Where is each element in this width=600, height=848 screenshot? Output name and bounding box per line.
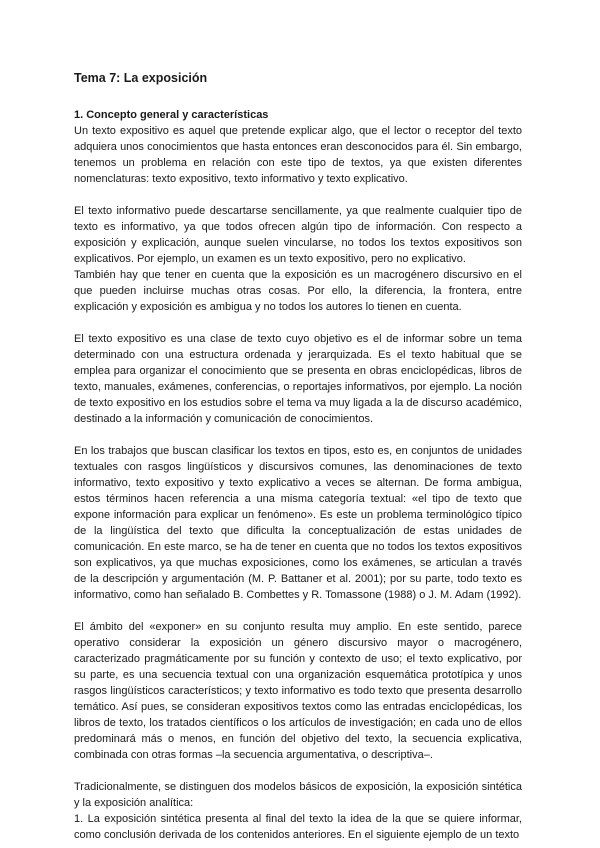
page-title: Tema 7: La exposición	[74, 71, 208, 85]
section-heading: 1. Concepto general y características	[74, 109, 269, 121]
paragraph-definition: Un texto expositivo es aquel que pretende explicar algo, que el lector o receptor del texto adquiera unos conocimientos que hasta entonces eran desconocidos para él. Sin embargo, tenemos un problema en relación con este tipo de textos, ya que existen diferentes nomenclaturas: texto expositivo, texto informativo y texto explicativo.	[74, 125, 522, 185]
document-page	[74, 70, 522, 843]
paragraph-synthetic-model: 1. La exposición sintética presenta al final del texto la idea de la que se quiere informar, como conclusión derivada de los contenidos anteriores. En el siguiente ejemplo de un texto	[74, 813, 522, 841]
paragraph-expository-class: El texto expositivo es una clase de texto cuyo objetivo es el de informar sobre un tema determinado con una estructura ordenada y jerarquizada. Es el texto habitual que se emplea para organizar el conocimiento que se presenta en obras enciclopédicas, libros de texto, manuales, exámenes, conferencias, o reportajes informativos, por ejemplo. La noción de texto expositivo en los estudios sobre el tema va muy ligada a la de discurso académico, destinado a la información y comunicación de conocimientos.	[74, 333, 522, 425]
paragraph-gap	[74, 603, 522, 619]
paragraph-informative: El texto informativo puede descartarse sencillamente, ya que realmente cualquier tipo de texto es informativo, ya que todos ofrecen algún tipo de información. Con respecto a exposición y explicación, aunque suelen vincularse, no todos los textos expositivos son explicativos. Por ejemplo, un examen es un texto expositivo, pero no explicativo.	[74, 205, 522, 265]
paragraph-gap	[74, 763, 522, 779]
paragraph-macrogenre: También hay que tener en cuenta que la exposición es un macrogénero discursivo en el que pueden incluirse muchas otras cosas. Por ello, la diferencia, la frontera, entre explicación y exposición es ambigua y no todos los autores lo tienen en cuenta.	[74, 269, 522, 313]
paragraph-gap	[74, 315, 522, 331]
paragraph-models-intro: Tradicionalmente, se distinguen dos modelos básicos de exposición, la exposición sintética y la exposición analítica:	[74, 781, 522, 809]
paragraph-gap	[74, 187, 522, 203]
paragraph-gap	[74, 427, 522, 443]
paragraph-classification: En los trabajos que buscan clasificar los textos en tipos, esto es, en conjuntos de unidades textuales con rasgos lingüísticos y discursivos comunes, las denominaciones de texto informativo, texto expositivo y texto explicativo a veces se alternan. De forma ambigua, estos términos hacen referencia a una misma categoría textual: «el tipo de texto que expone información para explicar un fenómeno». Es este un problema terminológico típico de la lingüística del texto que dificulta la conceptualización de estas unidades de comunicación. En este marco, se ha de tener en cuenta que no todos los textos expositivos son explicativos, ya que muchas exposiciones, como los exámenes, se articulan a través de la descripción y argumentación (M. P. Battaner et al. 2001); por su parte, todo texto es informativo, como han señalado B. Combettes y R. Tomassone (1988) o J. M. Adam (1992).	[74, 445, 522, 601]
paragraph-scope: El ámbito del «exponer» en su conjunto resulta muy amplio. En este sentido, parece operativo considerar la exposición un género discursivo mayor o macrogénero, caracterizado pragmáticamente por su función y contexto de uso; el texto explicativo, por su parte, es una secuencia textual con una organización esquemática prototípica y unos rasgos lingüísticos característicos; y texto informativo es todo texto que presenta desarrollo temático. Así pues, se consideran expositivos textos como las entradas enciclopédicas, los libros de texto, los tratados científicos o los artículos de investigación; en cada uno de ellos predominará más o menos, en función del objetivo del texto, la secuencia explicativa, combinada con otras formas –la secuencia argumentativa, o descriptiva–.	[74, 621, 522, 761]
